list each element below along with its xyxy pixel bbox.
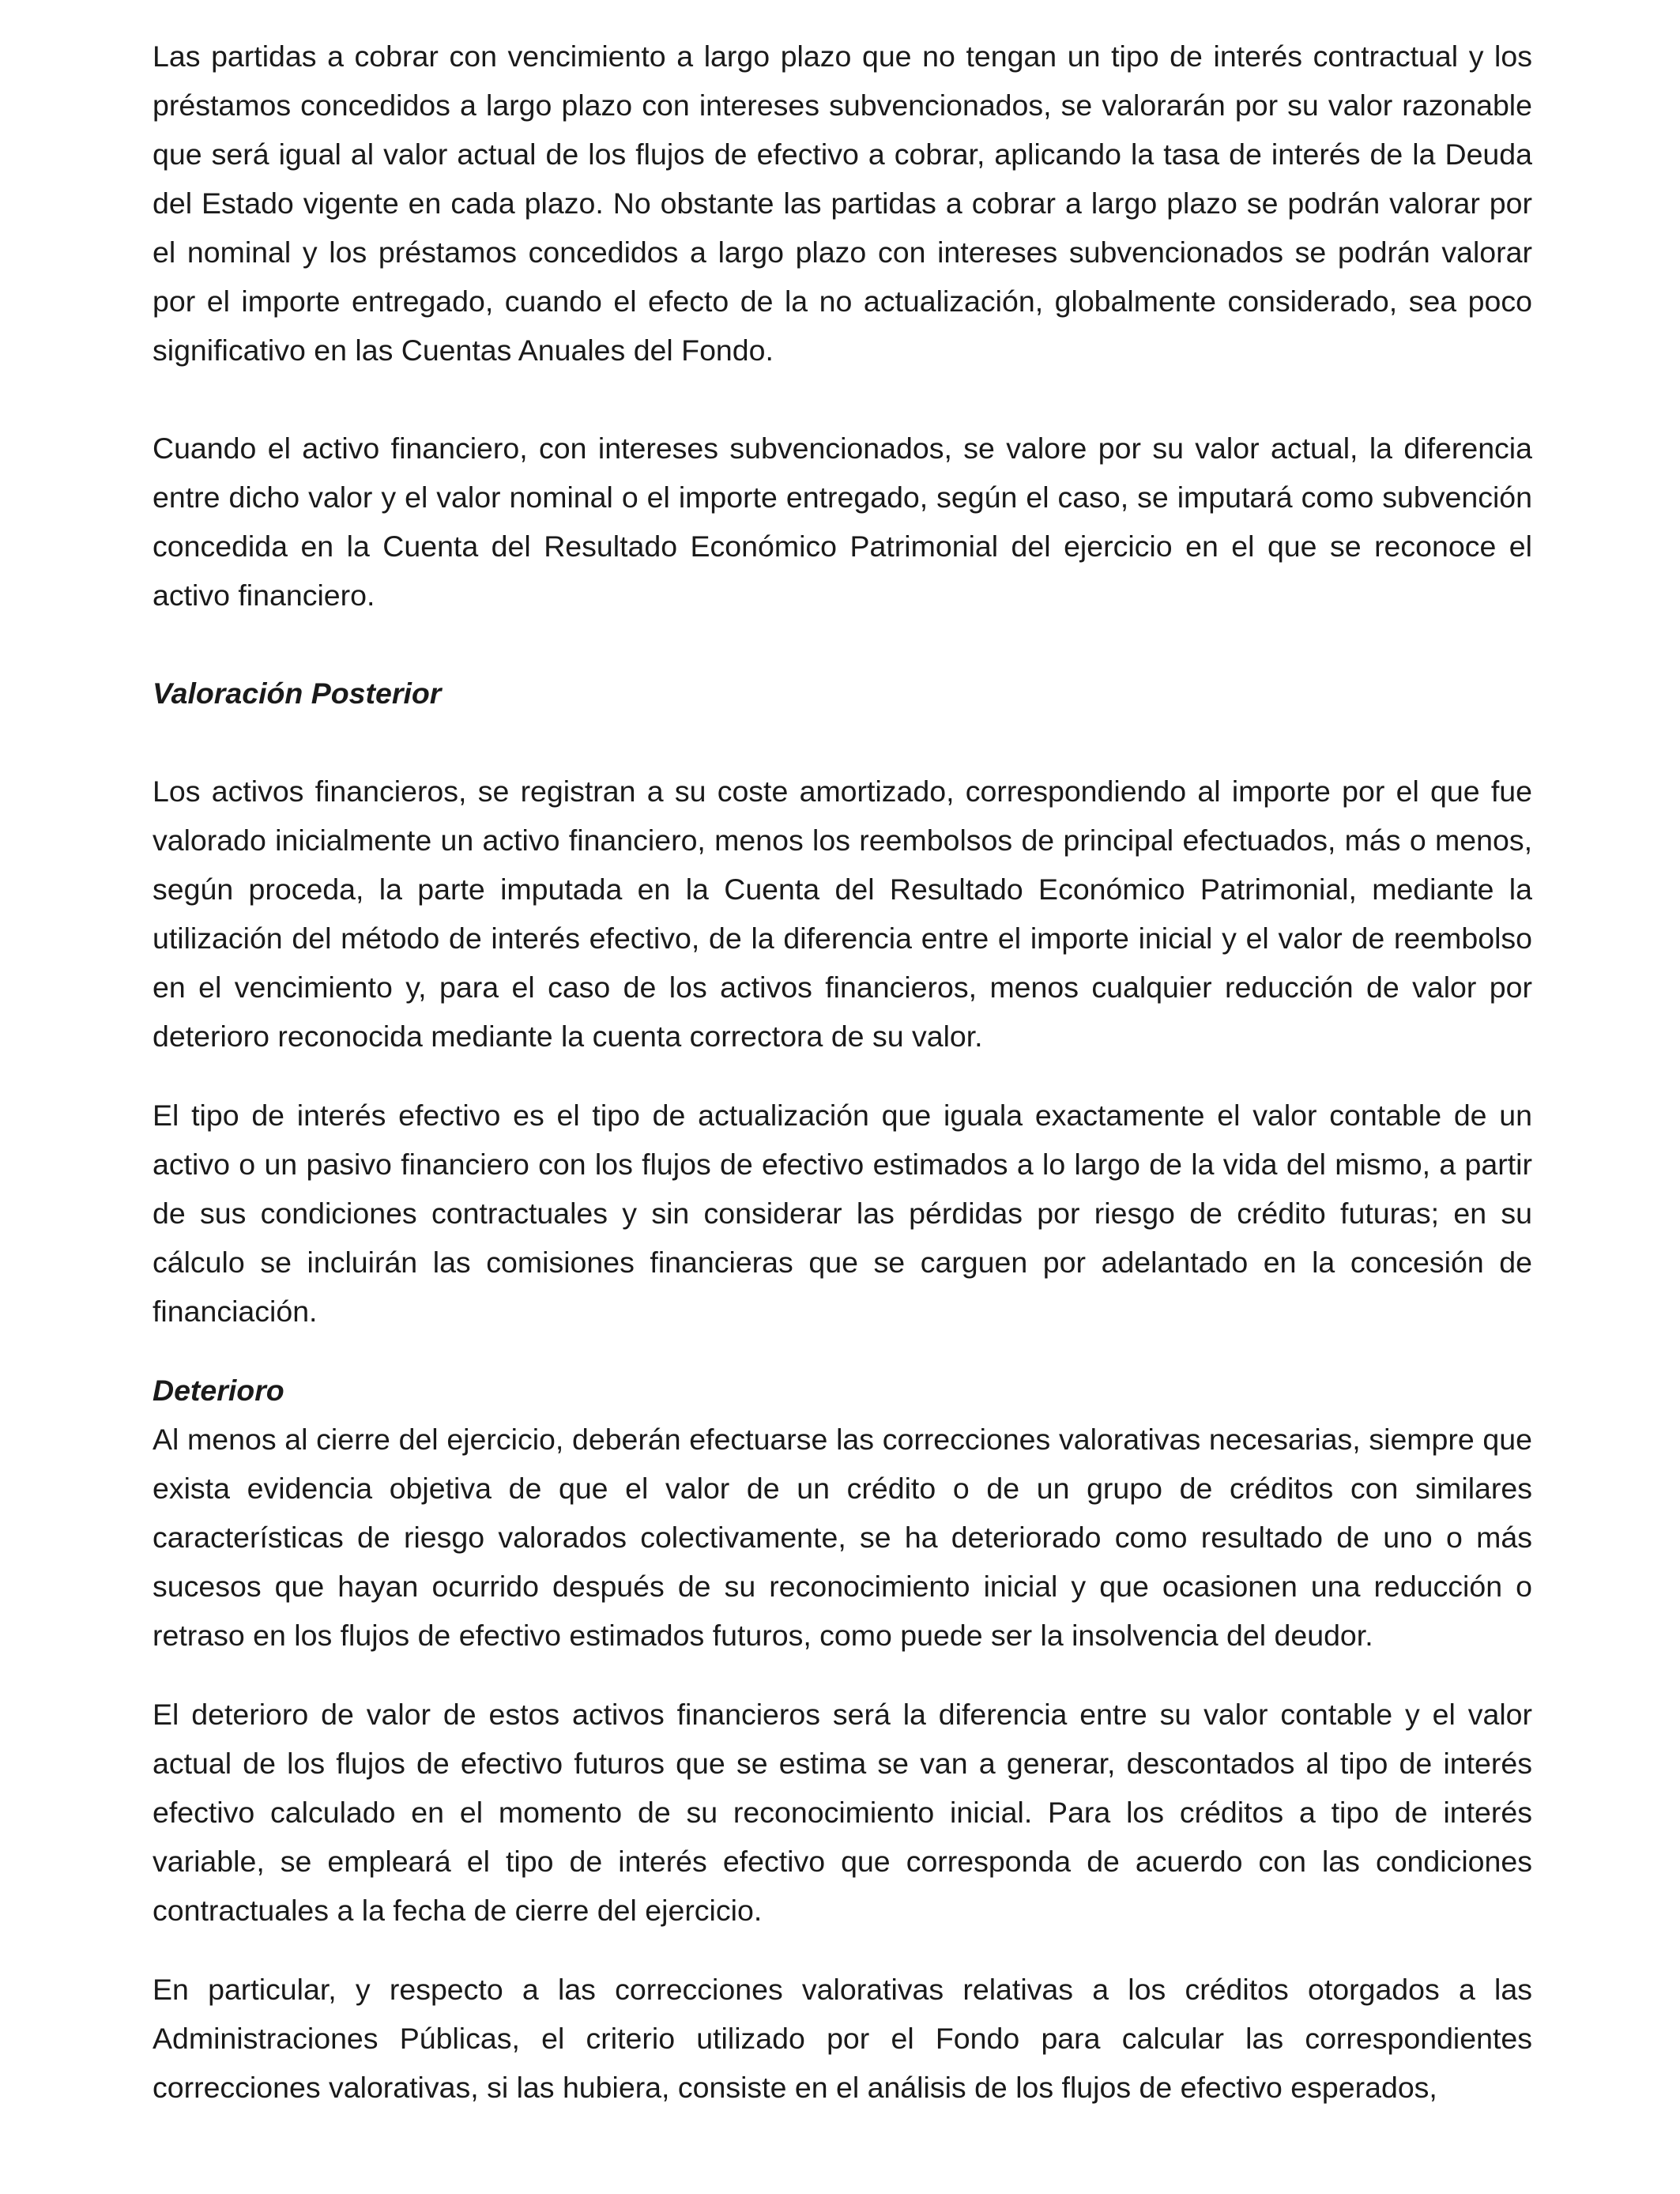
paragraph-tipo-interes-efectivo: El tipo de interés efectivo es el tipo de actualización que iguala exactamente el valor contable de un activo o un pasivo financiero con los flujos de efectivo estimados a lo largo de la vida del mismo, a partir de sus condiciones contractuales y sin considerar las pérdidas por riesgo de crédito futuras; en su cálculo se incluirán las comisiones financieras que se carguen por adelantado en la concesión de financiación. xyxy=(153,1099,1532,1328)
paragraph-deterioro-valor: El deterioro de valor de estos activos financieros será la diferencia entre su valor contable y el valor actual de los flujos de efectivo futuros que se estima se van a generar, descontados al tipo de interés efectivo calculado en el momento de su reconocimiento inicial. Para los créditos a tipo de interés variable, se empleará el tipo de interés efectivo que corresponda de acuerdo con las condiciones contractuales a la fecha de cierre del ejercicio. xyxy=(153,1698,1532,1927)
heading-valoracion-posterior: Valoración Posterior xyxy=(153,677,442,710)
paragraph-correcciones-valorativas: Al menos al cierre del ejercicio, deberán efectuarse las correcciones valorativas necesarias, siempre que exista evidencia objetiva de que el valor de un crédito o de un grupo de créditos con similares características de riesgo valorados colectivamente, se ha deteriorado como resultado de uno o más sucesos que hayan ocurrido después de su reconocimiento inicial y que ocasionen una reducción o retraso en los flujos de efectivo estimados futuros, como puede ser la insolvencia del deudor. xyxy=(153,1423,1532,1652)
paragraph-coste-amortizado: Los activos financieros, se registran a su coste amortizado, correspondiendo al importe por el que fue valorado inicialmente un activo financiero, menos los reembolsos de principal efectuados, más o menos, según proceda, la parte imputada en la Cuenta del Resultado Económico Patrimonial, mediante la utilización del método de interés efectivo, de la diferencia entre el importe inicial y el valor de reembolso en el vencimiento y, para el caso de los activos financieros, menos cualquier reducción de valor por deterioro reconocida mediante la cuenta correctora de su valor. xyxy=(153,775,1532,1053)
paragraph-administraciones-publicas: En particular, y respecto a las correcciones valorativas relativas a los créditos otorgados a las Administraciones Públicas, el criterio utilizado por el Fondo para calcular las correspondientes correcciones valorativas, si las hubiera, consiste en el análisis de los flujos de efectivo esperados, xyxy=(153,1973,1532,2104)
document-page xyxy=(153,32,1532,2112)
heading-deterioro-wrapper xyxy=(153,1366,1532,1415)
paragraph-intereses-subvencionados: Cuando el activo financiero, con intereses subvencionados, se valore por su valor actual, la diferencia entre dicho valor y el valor nominal o el importe entregado, según el caso, se imputará como subvención concedida en la Cuenta del Resultado Económico Patrimonial del ejercicio en el que se reconoce el activo financiero. xyxy=(153,432,1532,612)
heading-deterioro: Deterioro xyxy=(153,1374,284,1407)
paragraph-largo-plazo: Las partidas a cobrar con vencimiento a largo plazo que no tengan un tipo de interés contractual y los préstamos concedidos a largo plazo con intereses subvencionados, se valorarán por su valor razonable que será igual al valor actual de los flujos de efectivo a cobrar, aplicando la tasa de interés de la Deuda del Estado vigente en cada plazo. No obstante las partidas a cobrar a largo plazo se podrán valorar por el nominal y los préstamos concedidos a largo plazo con intereses subvencionados se podrán valorar por el importe entregado, cuando el efecto de la no actualización, globalmente considerado, sea poco significativo en las Cuentas Anuales del Fondo. xyxy=(153,40,1532,367)
